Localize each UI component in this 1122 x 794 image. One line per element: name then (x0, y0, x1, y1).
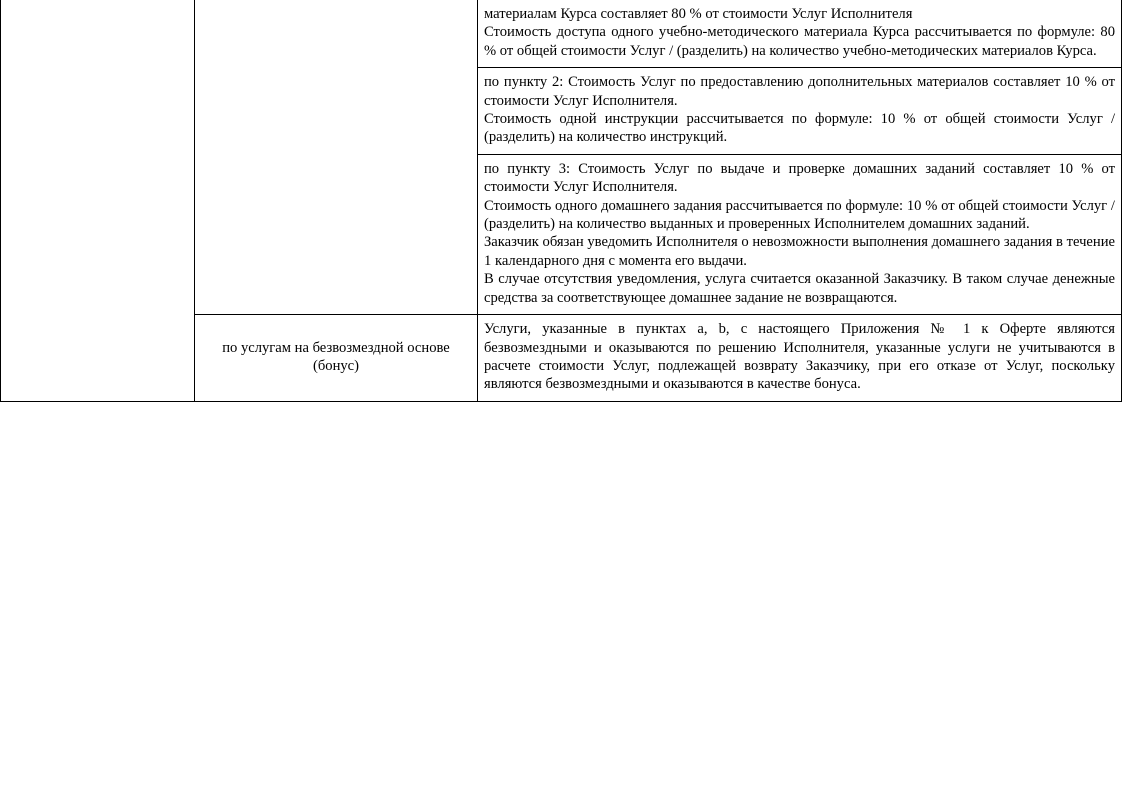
paragraph: Услуги, указанные в пунктах a, b, с настоящего Приложения № 1 к Оферте являются безвозмездными и оказываются по решению Исполнителя, указанные услуги не учитываются в расчете стоимости Услуг, подлежащей возврату Заказчику, при его отказе от Услуг, поскольку являются безвозмездными и оказываются в качестве бонуса. (484, 321, 1115, 393)
table-cell-bonus-label: по услугам на безвозмездной основе (бонус) (195, 315, 478, 402)
table-row (1, 0, 1122, 68)
table-cell-course-materials (478, 0, 1122, 68)
table-cell-category (1, 0, 195, 401)
paragraph: Стоимость одной инструкции рассчитывается по формуле: 10 % от общей стоимости Услуг / (разделить) на количество инструкций. (484, 111, 1115, 146)
paragraph: по пункту 3: Стоимость Услуг по выдаче и проверке домашних заданий составляет 10 % от стоимости Услуг Исполнителя. (484, 160, 1115, 196)
paragraph: Стоимость одного домашнего задания рассчитывается по формуле: 10 % от общей стоимости Услуг / (разделить) на количество выданных и проверенных Исполнителем домашних заданий. (484, 197, 1115, 233)
paragraph: Заказчик обязан уведомить Исполнителя о невозможности выполнения домашнего задания в течение 1 календарного дня с момента его выдачи. (484, 234, 1115, 269)
paragraph: В случае отсутствия уведомления, услуга считается оказанной Заказчику. В таком случае денежные средства за соответствующее домашнее задание не возвращаются. (484, 271, 1115, 306)
paragraph: по пункту 2: Стоимость Услуг по предоставлению дополнительных материалов составляет 10 % от стоимости Услуг Исполнителя. (484, 74, 1115, 109)
table-cell-subcategory (195, 0, 478, 315)
table-cell-bonus-services (478, 315, 1122, 402)
table-cell-homework (478, 154, 1122, 314)
paragraph: Стоимость доступа одного учебно-методического материала Курса рассчитывается по формуле: 80 % от общей стоимости Услуг / (разделить) на количество учебно-методических материалов Курса. (484, 24, 1115, 59)
paragraph: материалам Курса составляет 80 % от стоимости Услуг Исполнителя (484, 6, 913, 22)
table-cell-additional-materials (478, 68, 1122, 155)
